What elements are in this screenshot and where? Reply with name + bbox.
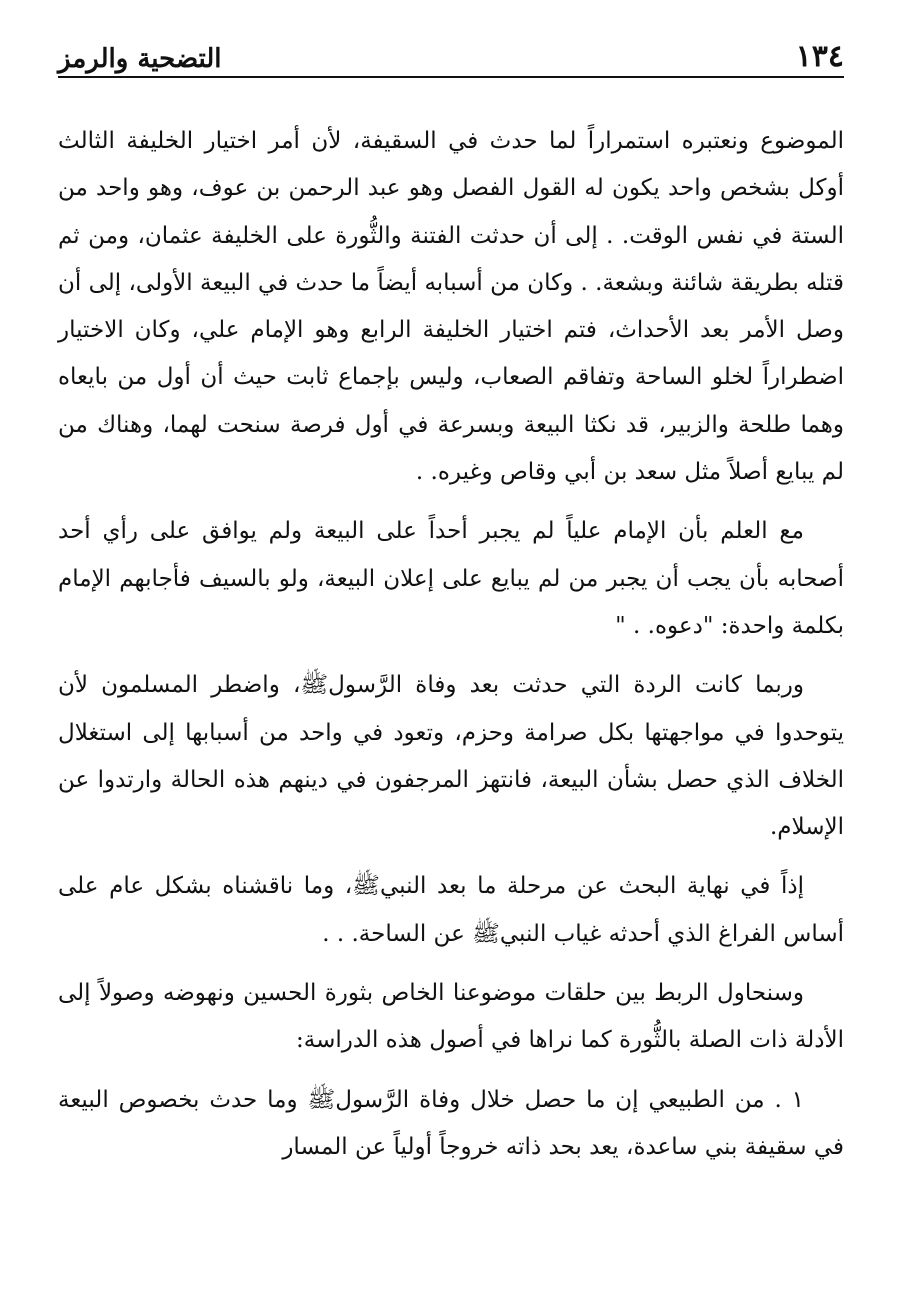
paragraph-4: إذاً في نهاية البحث عن مرحلة ما بعد النبيﷺ، وما ناقشناه بشكل عام على أساس الفراغ الذي أحدثه غياب النبيﷺ عن الساحة. . . — [58, 873, 844, 947]
running-header — [58, 28, 844, 78]
paragraph-1: الموضوع ونعتبره استمراراً لما حدث في السقيفة، لأن أمر اختيار الخليفة الثالث أوكل بشخص واحد يكون له القول الفصل وهو عبد الرحمن بن عوف، وهو واحد من الستة في نفس الوقت. . إلى أن حدثت الفتنة والثُّورة على الخليفة عثمان، ومن ثم قتله بطريقة شائنة وبشعة. . وكان من أسبابه أيضاً ما حدث في البيعة الأولى، إلى أن وصل الأمر بعد الأحداث، فتم اختيار الخليفة الرابع وهو الإمام علي، وكان الاختيار اضطراراً لخلو الساحة وتفاقم الصعاب، وليس بإجماع ثابت حيث أن أول من بايعاه وهما طلحة والزبير، قد نكثا البيعة وبسرعة في أول فرصة سنحت لهما، وهناك من لم يبايع أصلاً مثل سعد بن أبي وقاص وغيره. . — [58, 128, 845, 486]
paragraph-6: ١ . من الطبيعي إن ما حصل خلال وفاة الرَّسولﷺ وما حدث بخصوص البيعة في سقيفة بني ساعدة، يعد بحد ذاته خروجاً أولياً عن المسار — [58, 1086, 844, 1160]
body-text — [58, 118, 844, 1183]
page-number: ١٣٤ — [795, 39, 844, 74]
chapter-title: التضحية والرمز — [58, 44, 222, 74]
paragraph-2: مع العلم بأن الإمام علياً لم يجبر أحداً على البيعة ولم يوافق على رأي أحد أصحابه بأن يجب أن يجبر من لم يبايع على إعلان البيعة، ولو بالسيف فأجابهم الإمام بكلمة واحدة: "دعوه. . " — [58, 518, 844, 639]
paragraph-5: وسنحاول الربط بين حلقات موضوعنا الخاص بثورة الحسين ونهوضه وصولاً إلى الأدلة ذات الصلة بالثُّورة كما نراها في أصول هذه الدراسة: — [58, 980, 844, 1054]
paragraph-3: وربما كانت الردة التي حدثت بعد وفاة الرَّسولﷺ، واضطر المسلمون لأن يتوحدوا في مواجهتها بكل صرامة وحزم، وتعود في واحد من أسبابها إلى استغلال الخلاف الذي حصل بشأن البيعة، فانتهز المرجفون في دينهم هذه الحالة وارتدوا عن الإسلام. — [58, 672, 844, 841]
